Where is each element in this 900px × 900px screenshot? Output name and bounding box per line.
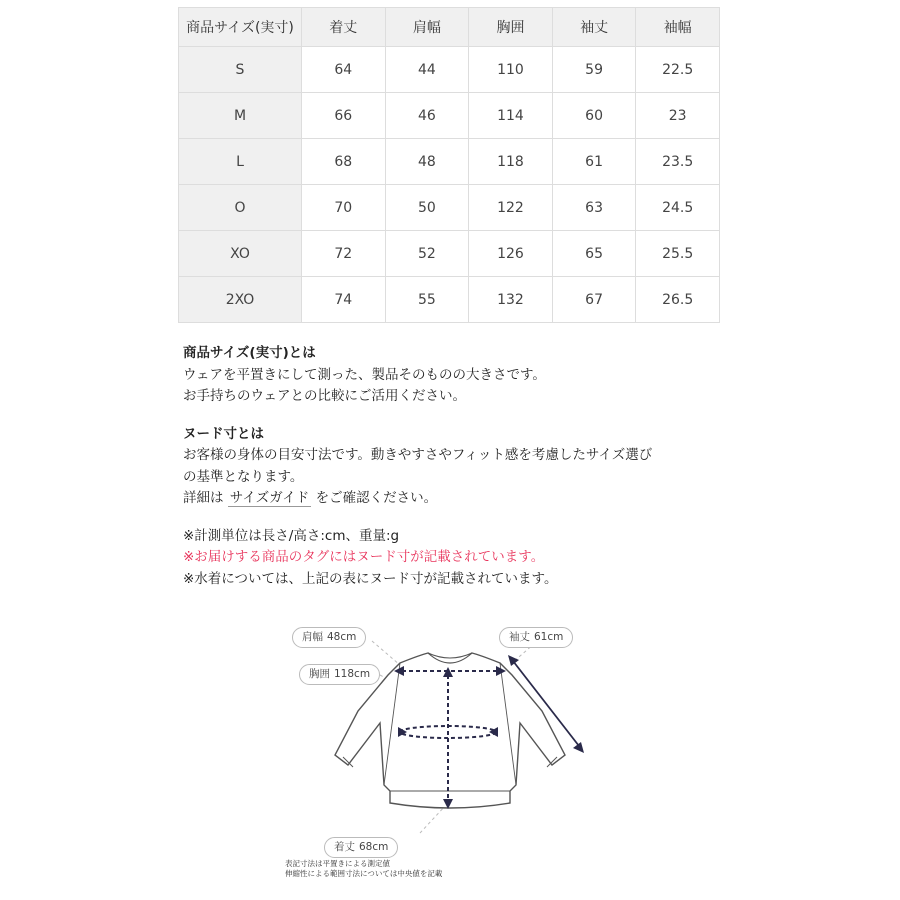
table-cell: 23 [636,93,720,139]
size-cell: 2XO [179,277,302,323]
table-row [179,93,720,139]
table-cell: 61 [552,139,636,185]
table-cell: 132 [469,277,553,323]
table-cell: 22.5 [636,47,720,93]
table-cell: 46 [385,93,469,139]
table-cell: 59 [552,47,636,93]
swimwear-note: ※水着については、上記の表にヌード寸が記載されています。 [183,570,558,587]
table-cell: 70 [302,185,386,231]
tag-warning-note: ※お届けする商品のタグにはヌード寸が記載されています。 [183,549,545,565]
header-size: 商品サイズ(実寸) [179,8,302,47]
length-label: 着丈 [334,841,355,853]
size-cell: S [179,47,302,93]
table-cell: 26.5 [636,277,720,323]
header-shoulder: 肩幅 [385,8,469,47]
table-row [179,277,720,323]
header-sleeve-width: 袖幅 [636,8,720,47]
diagram-footnotes [285,859,442,879]
size-guide-line [183,488,723,510]
size-guide-suffix: をご確認ください。 [315,490,438,506]
table-cell: 72 [302,231,386,277]
size-cell: L [179,139,302,185]
length-value: 68cm [359,841,389,853]
table-cell: 67 [552,277,636,323]
table-row [179,139,720,185]
table-cell: 74 [302,277,386,323]
nude-size-title: ヌード寸とは [183,425,264,442]
table-cell: 55 [385,277,469,323]
table-cell: 48 [385,139,469,185]
table-cell: 44 [385,47,469,93]
length-tag [324,837,398,858]
actual-size-text-1: ウェアを平置きにして測った、製品そのものの大きさです。 [183,366,546,383]
size-guide-link[interactable]: サイズガイド [229,490,310,506]
table-row [179,47,720,93]
size-cell: M [179,93,302,139]
nude-size-text-2: の基準となります。 [183,468,304,485]
shoulder-leader-line [372,641,400,665]
shoulder-width-value: 48cm [327,631,357,643]
table-cell: 114 [469,93,553,139]
sleeve-length-value: 61cm [534,631,564,643]
table-cell: 66 [302,93,386,139]
table-cell: 50 [385,185,469,231]
header-chest: 胸囲 [469,8,553,47]
header-length: 着丈 [302,8,386,47]
header-sleeve-length: 袖丈 [552,8,636,47]
actual-size-title: 商品サイズ(実寸)とは [183,345,316,361]
table-cell: 126 [469,231,553,277]
table-cell: 63 [552,185,636,231]
table-cell: 65 [552,231,636,277]
sleeve-arrow-top [508,655,519,666]
table-cell: 68 [302,139,386,185]
table-cell: 24.5 [636,185,720,231]
chest-value: 118cm [334,668,371,680]
table-cell: 110 [469,47,553,93]
footnotes [183,526,723,591]
diagram-footnote-2: 伸縮性による範囲寸法については中央値を記載 [285,869,443,878]
nude-size-text-1: お客様の身体の目安寸法です。動きやすさやフィット感を考慮したサイズ選び [183,447,653,463]
shoulder-width-tag [292,627,366,648]
table-cell: 23.5 [636,139,720,185]
table-row [179,185,720,231]
table-cell: 118 [469,139,553,185]
size-guide-prefix: 詳細は [183,490,224,506]
table-cell: 52 [385,231,469,277]
chest-tag [299,664,380,685]
chest-label: 胸囲 [309,668,330,680]
size-table [178,7,720,323]
sleeve-length-label: 袖丈 [509,631,530,643]
size-cell: XO [179,231,302,277]
diagram-footnote-1: 表記寸法は平置きによる測定値 [285,859,390,868]
shoulder-width-label: 肩幅 [302,631,323,643]
nude-size-section [183,424,723,510]
sleeve-arrow-bottom [573,742,584,753]
unit-note: ※計測単位は長さ/高さ:cm、重量:g [183,527,400,544]
table-cell: 122 [469,185,553,231]
sleeve-length-tag [499,627,573,648]
size-table-header-row [179,8,720,47]
table-cell: 64 [302,47,386,93]
table-cell: 60 [552,93,636,139]
table-row [179,231,720,277]
size-notes [183,343,723,590]
measurement-diagram [280,615,600,885]
table-cell: 25.5 [636,231,720,277]
actual-size-text-2: お手持ちのウェアとの比較にご活用ください。 [183,388,466,404]
size-cell: O [179,185,302,231]
actual-size-section [183,343,723,408]
